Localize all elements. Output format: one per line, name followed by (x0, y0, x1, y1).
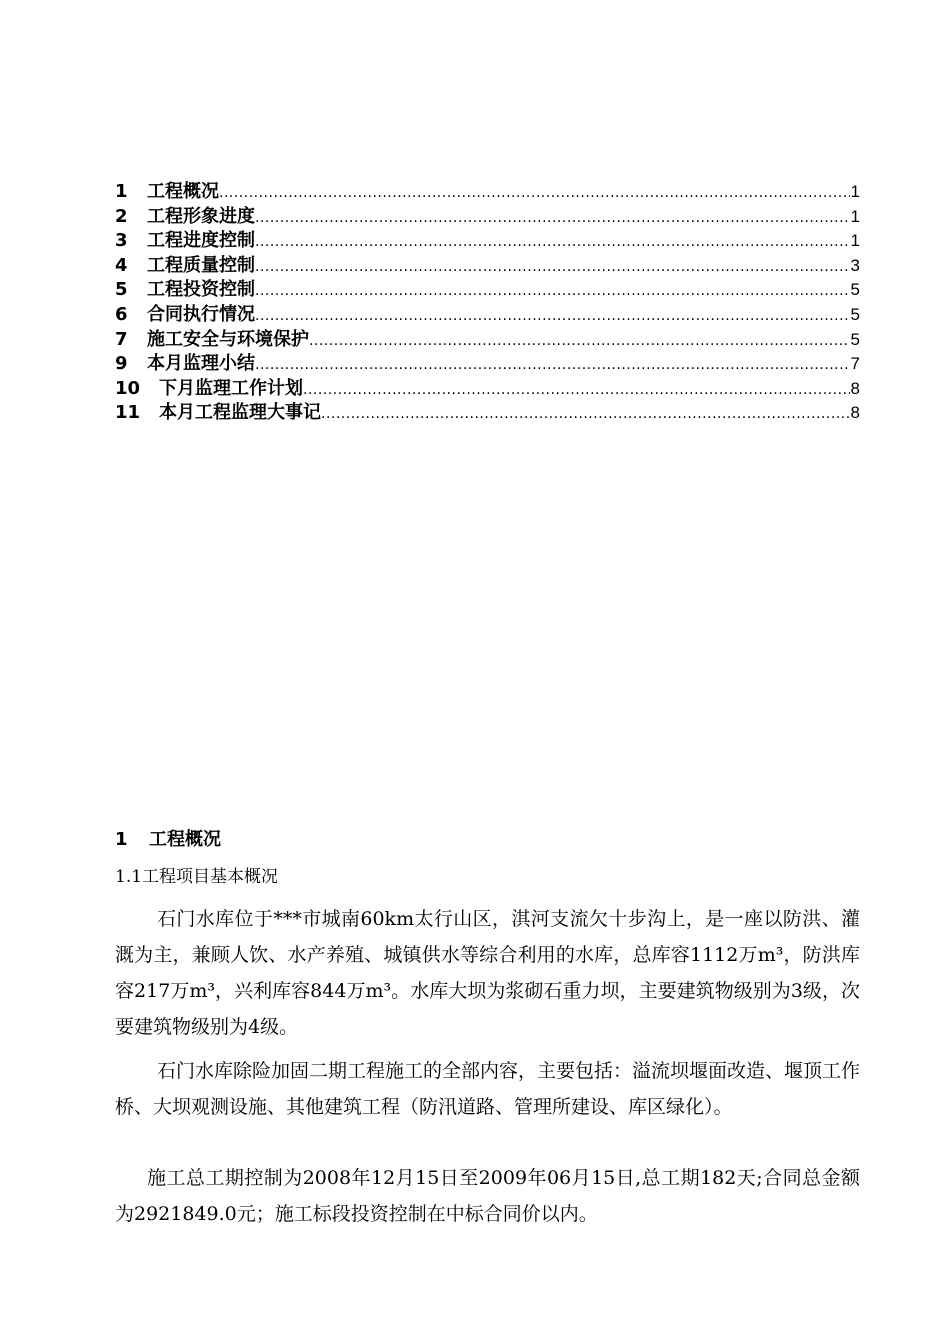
toc-dot-leader (309, 329, 850, 354)
toc-entry-page: 5 (850, 280, 860, 300)
toc-entry-number: 4 (115, 254, 128, 276)
toc-dot-leader (255, 279, 850, 304)
toc-entry-page: 5 (850, 304, 860, 324)
section-number: 1 (115, 829, 128, 850)
toc-entry-page: 1 (850, 231, 860, 251)
toc-entry-title: 施工安全与环境保护 (147, 328, 309, 350)
subsection-heading: 1.1工程项目基本概况 (115, 867, 279, 887)
toc-entry-number: 9 (115, 353, 128, 375)
toc-entry[interactable] (115, 205, 860, 230)
toc-dot-leader (303, 378, 850, 403)
toc-entry[interactable] (115, 303, 860, 328)
toc-entry-title: 工程进度控制 (147, 230, 255, 252)
toc-dot-leader (255, 304, 850, 329)
toc-entry[interactable] (115, 352, 860, 377)
toc-dot-leader (321, 402, 850, 427)
toc-entry-number: 6 (115, 303, 128, 325)
toc-entry[interactable] (115, 377, 860, 402)
toc-entry-title: 下月监理工作计划 (159, 377, 303, 399)
toc-entry-title: 本月监理小结 (147, 353, 255, 375)
toc-entry-number: 3 (115, 230, 128, 252)
toc-entry[interactable] (115, 278, 860, 303)
toc-entry-number: 5 (115, 279, 128, 301)
toc-dot-leader (255, 206, 850, 231)
toc-entry-page: 1 (850, 182, 860, 201)
toc-entry-page: 7 (850, 354, 860, 374)
toc-entry-number: 2 (115, 205, 128, 227)
toc-entry-number: 10 (115, 377, 141, 399)
toc-entry-page: 8 (850, 378, 860, 398)
toc-entry-title: 工程概况 (147, 181, 219, 202)
body-paragraph: 石门水库除险加固二期工程施工的全部内容，主要包括：溢流坝堰面改造、堰顶工作桥、大坝观测设施、其他建筑工程（防汛道路、管理所建设、库区绿化）。 (115, 1060, 861, 1118)
toc-entry-title: 合同执行情况 (147, 303, 255, 325)
toc-entry-title: 工程质量控制 (147, 254, 255, 276)
toc-entry[interactable] (115, 401, 860, 426)
toc-dot-leader (255, 255, 850, 280)
section-title: 工程概况 (149, 829, 221, 850)
toc-entry[interactable] (115, 328, 860, 353)
section-heading (115, 825, 221, 851)
toc-dot-leader (255, 230, 850, 255)
toc-entry-page: 3 (850, 255, 860, 275)
toc-entry-page: 5 (850, 329, 860, 349)
body-paragraph: 石门水库位于***市城南60km太行山区，淇河支流欠十步沟上，是一座以防洪、灌溉为主，兼顾人饮、水产养殖、城镇供水等综合利用的水库，总库容1112万m³，防洪库容217万m³，兴利库容844万m³。水库大坝为浆砌石重力坝，主要建筑物级别为3级，次要建筑物级别为4级。 (115, 908, 860, 1038)
toc-entry-title: 工程投资控制 (147, 279, 255, 301)
toc-entry-page: 8 (850, 403, 860, 423)
toc-entry-number: 7 (115, 328, 128, 350)
toc-entry-page: 1 (850, 206, 860, 226)
toc-entry-number: 11 (115, 402, 141, 424)
toc-entry-number: 1 (115, 181, 128, 202)
toc-entry[interactable] (115, 229, 860, 254)
body-paragraph: 施工总工期控制为2008年12月15日至2009年06月15日,总工期182天;合同总金额为2921849.0元；施工标段投资控制在中标合同价以内。 (115, 1167, 860, 1225)
toc-dot-leader (219, 181, 850, 206)
toc-entry[interactable] (115, 254, 860, 279)
toc-entry[interactable] (115, 180, 860, 205)
table-of-contents (115, 180, 860, 426)
toc-entry-title: 本月工程监理大事记 (159, 402, 321, 424)
toc-dot-leader (255, 353, 850, 378)
toc-entry-title: 工程形象进度 (147, 205, 255, 227)
